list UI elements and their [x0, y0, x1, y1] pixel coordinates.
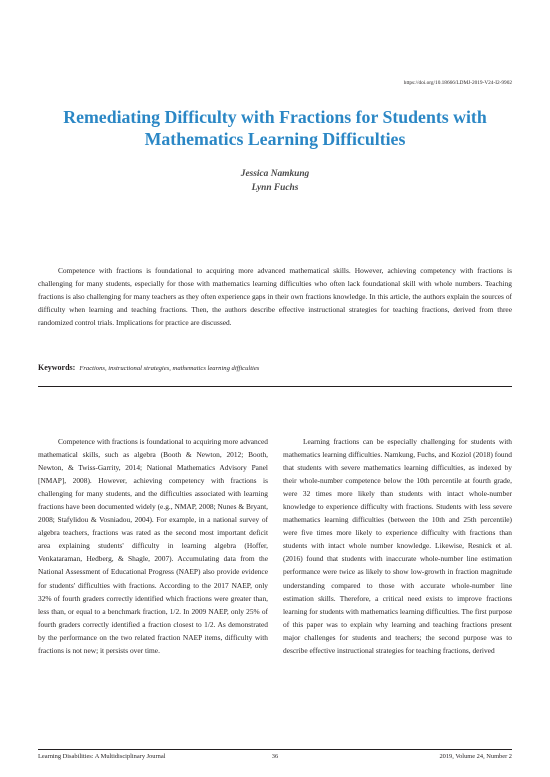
journal-name: Learning Disabilities: A Multidisciplinary Journal [38, 753, 166, 760]
body-paragraph: Competence with fractions is foundational to acquiring more advanced mathematical skills, such as algebra (Booth & Newton, 2012; Booth, Newton, & Twiss-Garrity, 2014; National Mathematics Advisory Panel [NMAP], 2008). However, achieving competency with fractions is challenging for many students, and the difficulties associated with learning fractions have been documented widely (e.g., NMAP, 2008; Nunes & Bryant, 2008; Stafylidou & Vosniadou, 2004). For example, in a national survey of algebra teachers, fractions was rated as the second most important deficit area explaining students' difficulty in learning algebra (Hoffer, Venkataraman, Hedberg, & Shagle, 2007). Accumulating data from the National Assessment of Educational Progress (NAEP) also provide evidence for students' difficulties with fractions. According to the 2017 NAEP, only 32% of fourth graders correctly identified which fractions were greater than, less than, or equal to a benchmark fraction, 1/2. In 2009 NAEP, only 25% of fourth graders correctly identified a fraction closest to 1/2. As demonstrated by the performance on the two related fraction NAEP items, difficulty with fractions is not new; it persists over time. [38, 437, 268, 655]
section-divider [38, 386, 512, 387]
doi-link[interactable]: https://doi.org/10.18666/LDMJ-2019-V24-I2-9902 [403, 80, 512, 86]
volume-info: 2019, Volume 24, Number 2 [439, 753, 512, 760]
keywords-text: Fractions, instructional strategies, mathematics learning difficulties [79, 365, 260, 372]
body-column-right [283, 435, 512, 657]
keywords [38, 363, 512, 372]
abstract: Competence with fractions is foundational to acquiring more advanced mathematical skills. However, achieving competency with fractions is challenging for many students, especially for those with mathematics learning difficulties who often lack foundational skill with whole numbers. Teaching fractions is also challenging for many teachers as they often experience gaps in their own fractions knowledge. In this article, the authors explain the sources of difficulty when learning and teaching fractions. Then, the authors describe effective instructional strategies for teaching fractions, derived from three randomized control trials. Implications for practice are discussed. [38, 266, 512, 327]
author-name: Jessica Namkung [240, 169, 310, 179]
page-number: 36 [271, 753, 279, 760]
footer-divider [38, 749, 512, 750]
keywords-label: Keywords: [38, 363, 76, 372]
article-title: Remediating Difficulty with Fractions for Students with Mathematics Learning Difficulties [63, 107, 487, 149]
author-list [30, 167, 520, 195]
body-paragraph: Learning fractions can be especially challenging for students with mathematics learning difficulties. Namkung, Fuchs, and Koziol (2018) found that students with severe mathematics learning difficulties, as indexed by their whole-number competence below the 10th percentile at fourth grade, were 32 times more likely than students with intact whole-number knowledge to experience difficulty with fractions. Students with less severe mathematics learning difficulties (between the 10th and 25th percentile) were five times more likely to experience difficulty with fractions than students with intact whole number knowledge. Likewise, Resnick et al. (2016) found that students with inaccurate whole-number line estimation performance were twice as likely to show low-growth in fraction magnitude understanding compared to those with accurate whole-number line estimation skills. Therefore, a critical need exists to improve fractions learning for students with mathematics learning difficulties. The first purpose of this paper was to explain why learning and teaching fractions present major challenges for students and teachers; the second purpose was to describe effective instructional strategies for teaching fractions, derived [283, 437, 512, 655]
author-name: Lynn Fuchs [251, 183, 299, 193]
body-column-left [38, 435, 268, 657]
